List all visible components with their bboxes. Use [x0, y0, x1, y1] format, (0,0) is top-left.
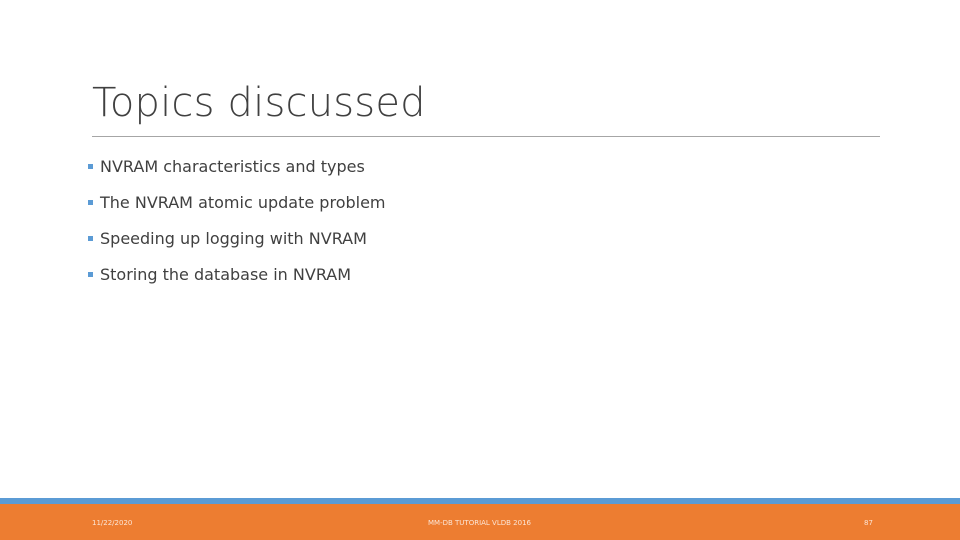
bullet-item — [88, 256, 848, 292]
bullet-text: The NVRAM atomic update problem — [100, 192, 386, 212]
title-divider — [92, 136, 880, 137]
bullet-item — [88, 184, 848, 220]
square-bullet-icon — [88, 200, 93, 205]
bullet-text: NVRAM characteristics and types — [100, 156, 365, 176]
square-bullet-icon — [88, 164, 93, 169]
bullet-text: Storing the database in NVRAM — [100, 264, 352, 284]
square-bullet-icon — [88, 236, 93, 241]
square-bullet-icon — [88, 272, 93, 277]
slide-title: Topics discussed — [92, 80, 426, 126]
bullet-item — [88, 148, 848, 184]
bullet-text: Speeding up logging with NVRAM — [100, 228, 367, 248]
page-number: 87 — [864, 519, 873, 527]
footer-center-text: MM-DB TUTORIAL VLDB 2016 — [428, 519, 531, 527]
footer-date: 11/22/2020 — [92, 519, 133, 527]
bullet-item — [88, 220, 848, 256]
bullet-list — [88, 148, 848, 292]
